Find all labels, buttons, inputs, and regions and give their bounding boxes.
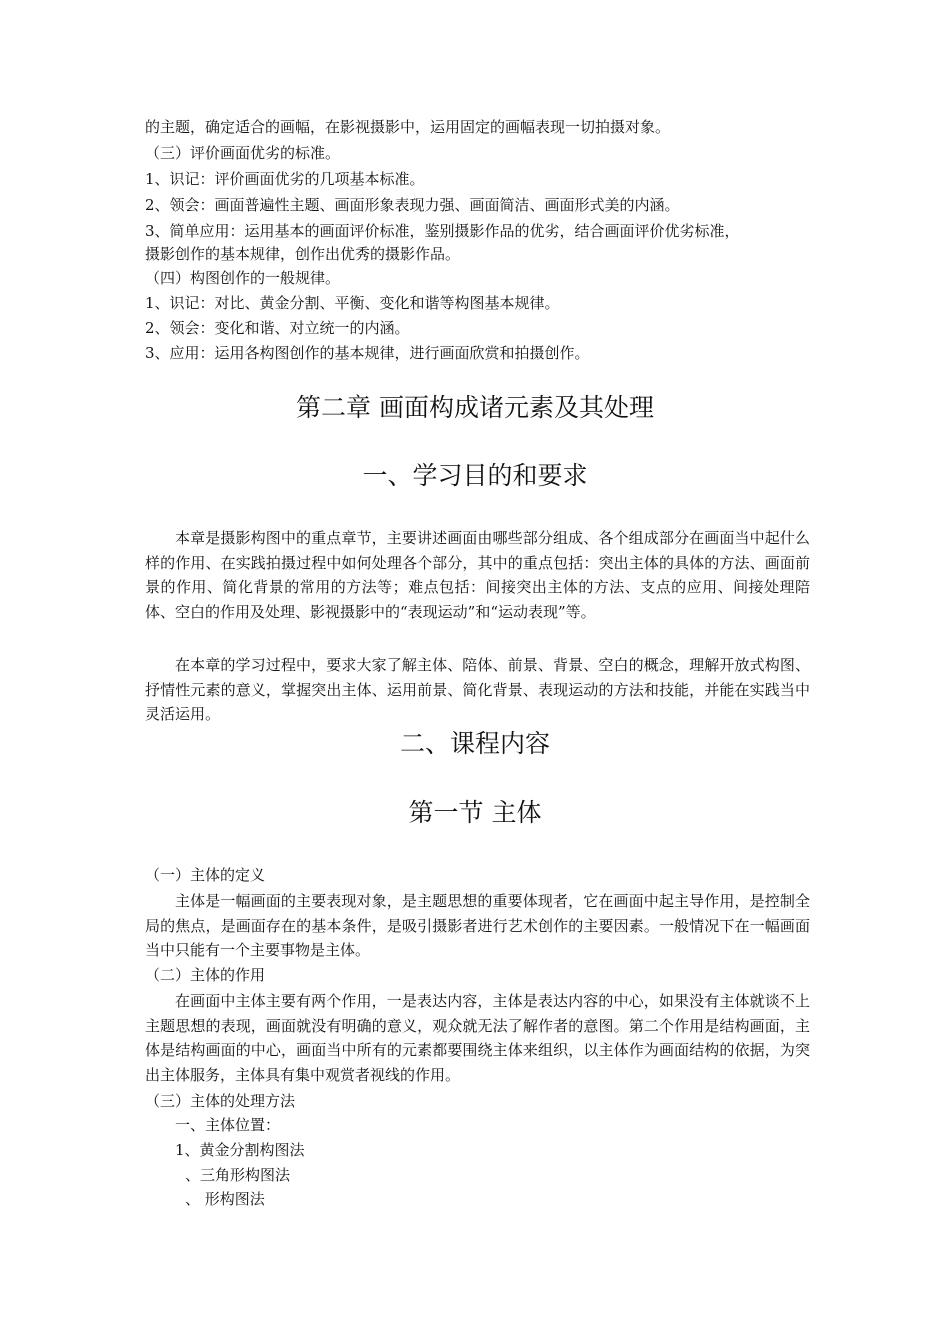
intro-paragraph: 在本章的学习过程中，要求大家了解主体、陪体、前景、背景、空白的概念，理解开放式构图、抒情性元素的意义，掌握突出主体、运用前景、简化背景、表现运动的方法和技能，并能在实践当中灵活运用。 bbox=[145, 656, 810, 723]
text-line: 摄影创作的基本规律，创作出优秀的摄影作品。 bbox=[145, 245, 461, 263]
role-paragraph: 在画面中主体主要有两个作用，一是表达内容，主体是表达内容的中心，如果没有主体就谈不上主题思想的表现，画面就没有明确的意义，观众就无法了解作者的意图。第二个作用是结构画面，主体是结构画面的中心，画面当中所有的元素都要围绕主体来组织，以主体作为画面结构的依据，为突出主体服务，主体具有集中观赏者视线的作用。 bbox=[145, 992, 810, 1084]
list-item: 1、识记：评价画面优劣的几项基本标准。 bbox=[145, 170, 425, 188]
list-item: 3、简单应用：运用基本的画面评价标准，鉴别摄影作品的优劣，结合画面评价优劣标准， bbox=[145, 222, 740, 240]
text-line: 的主题，确定适合的画幅，在影视摄影中，运用固定的画幅表现一切拍摄对象。 bbox=[145, 118, 671, 136]
list-item: 1、黄金分割构图法 bbox=[175, 1141, 305, 1159]
definition-paragraph: 主体是一幅画面的主要表现对象，是主题思想的重要体现者，它在画面中起主导作用，是控制全局的焦点，是画面存在的基本条件，是吸引摄影者进行艺术创作的主要因素。一般情况下在一幅画面当中只能有一个主要事物是主体。 bbox=[145, 892, 810, 959]
subheading-method: （三）主体的处理方法 bbox=[145, 1092, 296, 1110]
subheading-role: （二）主体的作用 bbox=[145, 966, 266, 984]
subheading-evaluation-standards: （三）评价画面优劣的标准。 bbox=[145, 144, 341, 162]
list-item: 3、应用：运用各构图创作的基本规律，进行画面欣赏和拍摄创作。 bbox=[145, 344, 590, 362]
subheading-definition: （一）主体的定义 bbox=[145, 866, 266, 884]
list-item: 、三角形构图法 bbox=[185, 1166, 291, 1184]
chapter-title: 第二章 画面构成诸元素及其处理 bbox=[296, 393, 654, 422]
section-title-content: 二、课程内容 bbox=[399, 729, 550, 758]
list-item: 一、主体位置： bbox=[175, 1116, 281, 1134]
subheading-composition-rules: （四）构图创作的一般规律。 bbox=[145, 269, 341, 287]
intro-paragraph: 本章是摄影构图中的重点章节，主要讲述画面由哪些部分组成、各个组成部分在画面当中起什么样的作用、在实践拍摄过程中如何处理各个部分，其中的重点包括：突出主体的具体的方法、画面前景的作用、简化背景的常用的方法等；难点包括：间接突出主体的方法、支点的应用、间接处理陪体、空白的作用及处理、影视摄影中的“表现运动”和“运动表现”等。 bbox=[145, 529, 810, 621]
list-item: 1、识记：对比、黄金分割、平衡、变化和谐等构图基本规律。 bbox=[145, 294, 560, 312]
subsection-title: 第一节 主体 bbox=[408, 798, 542, 827]
list-item: 2、领会：变化和谐、对立统一的内涵。 bbox=[145, 319, 410, 337]
section-title-objectives: 一、学习目的和要求 bbox=[362, 461, 588, 490]
list-item: 、 形构图法 bbox=[185, 1190, 265, 1208]
list-item: 2、领会：画面普遍性主题、画面形象表现力强、画面简洁、画面形式美的内涵。 bbox=[145, 196, 680, 214]
